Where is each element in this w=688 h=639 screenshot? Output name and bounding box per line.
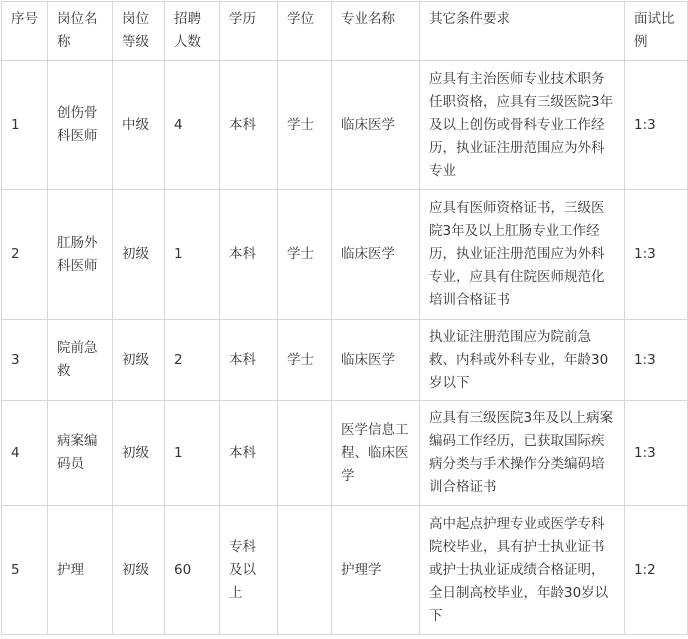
header-position-name: 岗位名称 (48, 2, 113, 61)
cell-education: 专科及以上 (220, 506, 278, 635)
cell-index: 2 (2, 190, 48, 320)
cell-education: 本科 (220, 190, 278, 320)
cell-interview-ratio: 1:3 (625, 61, 688, 190)
cell-other-requirements: 执业证注册范围应为院前急救、内科或外科专业，年龄30岁以下 (420, 320, 625, 401)
cell-education: 本科 (220, 61, 278, 190)
cell-index: 3 (2, 320, 48, 401)
header-education: 学历 (220, 2, 278, 61)
cell-other-requirements: 高中起点护理专业或医学专科院校毕业，具有护士执业证书或护士执业证成绩合格证明，全日制高校毕业，年龄30岁以下 (420, 506, 625, 635)
table-row (2, 61, 688, 190)
cell-position-name: 病案编码员 (48, 401, 113, 506)
cell-interview-ratio: 1:2 (625, 506, 688, 635)
header-major: 专业名称 (332, 2, 420, 61)
cell-position-name: 肛肠外科医师 (48, 190, 113, 320)
cell-degree (278, 506, 332, 635)
table-row (2, 190, 688, 320)
cell-other-requirements: 应具有医师资格证书，三级医院3年及以上肛肠专业工作经历，执业证注册范围应为外科专业，应具有住院医师规范化培训合格证书 (420, 190, 625, 320)
cell-position-level: 中级 (113, 61, 165, 190)
cell-degree (278, 401, 332, 506)
cell-position-name: 院前急救 (48, 320, 113, 401)
cell-index: 5 (2, 506, 48, 635)
cell-position-level: 初级 (113, 401, 165, 506)
header-position-level: 岗位等级 (113, 2, 165, 61)
cell-recruit-count: 60 (165, 506, 220, 635)
cell-recruit-count: 1 (165, 190, 220, 320)
cell-position-level: 初级 (113, 506, 165, 635)
cell-index: 4 (2, 401, 48, 506)
cell-recruit-count: 4 (165, 61, 220, 190)
cell-other-requirements: 应具有主治医师专业技术职务任职资格，应具有三级医院3年及以上创伤或骨科专业工作经历，执业证注册范围应为外科专业 (420, 61, 625, 190)
cell-index: 1 (2, 61, 48, 190)
cell-recruit-count: 1 (165, 401, 220, 506)
table-row (2, 401, 688, 506)
cell-major: 医学信息工程、临床医学 (332, 401, 420, 506)
cell-other-requirements: 应具有三级医院3年及以上病案编码工作经历，已获取国际疾病分类与手术操作分类编码培训合格证书 (420, 401, 625, 506)
header-degree: 学位 (278, 2, 332, 61)
cell-education: 本科 (220, 401, 278, 506)
cell-education: 本科 (220, 320, 278, 401)
table-row (2, 506, 688, 635)
cell-interview-ratio: 1:3 (625, 190, 688, 320)
cell-degree: 学士 (278, 61, 332, 190)
header-interview-ratio: 面试比例 (625, 2, 688, 61)
cell-degree: 学士 (278, 320, 332, 401)
cell-major: 护理学 (332, 506, 420, 635)
recruitment-table (1, 1, 688, 635)
cell-major: 临床医学 (332, 190, 420, 320)
cell-position-level: 初级 (113, 320, 165, 401)
cell-recruit-count: 2 (165, 320, 220, 401)
cell-major: 临床医学 (332, 61, 420, 190)
cell-position-name: 护理 (48, 506, 113, 635)
header-other-requirements: 其它条件要求 (420, 2, 625, 61)
cell-degree: 学士 (278, 190, 332, 320)
cell-position-name: 创伤骨科医师 (48, 61, 113, 190)
cell-position-level: 初级 (113, 190, 165, 320)
table-header-row (2, 2, 688, 61)
cell-interview-ratio: 1:3 (625, 401, 688, 506)
header-recruit-count: 招聘人数 (165, 2, 220, 61)
table-row (2, 320, 688, 401)
header-index: 序号 (2, 2, 48, 61)
cell-major: 临床医学 (332, 320, 420, 401)
cell-interview-ratio: 1:3 (625, 320, 688, 401)
